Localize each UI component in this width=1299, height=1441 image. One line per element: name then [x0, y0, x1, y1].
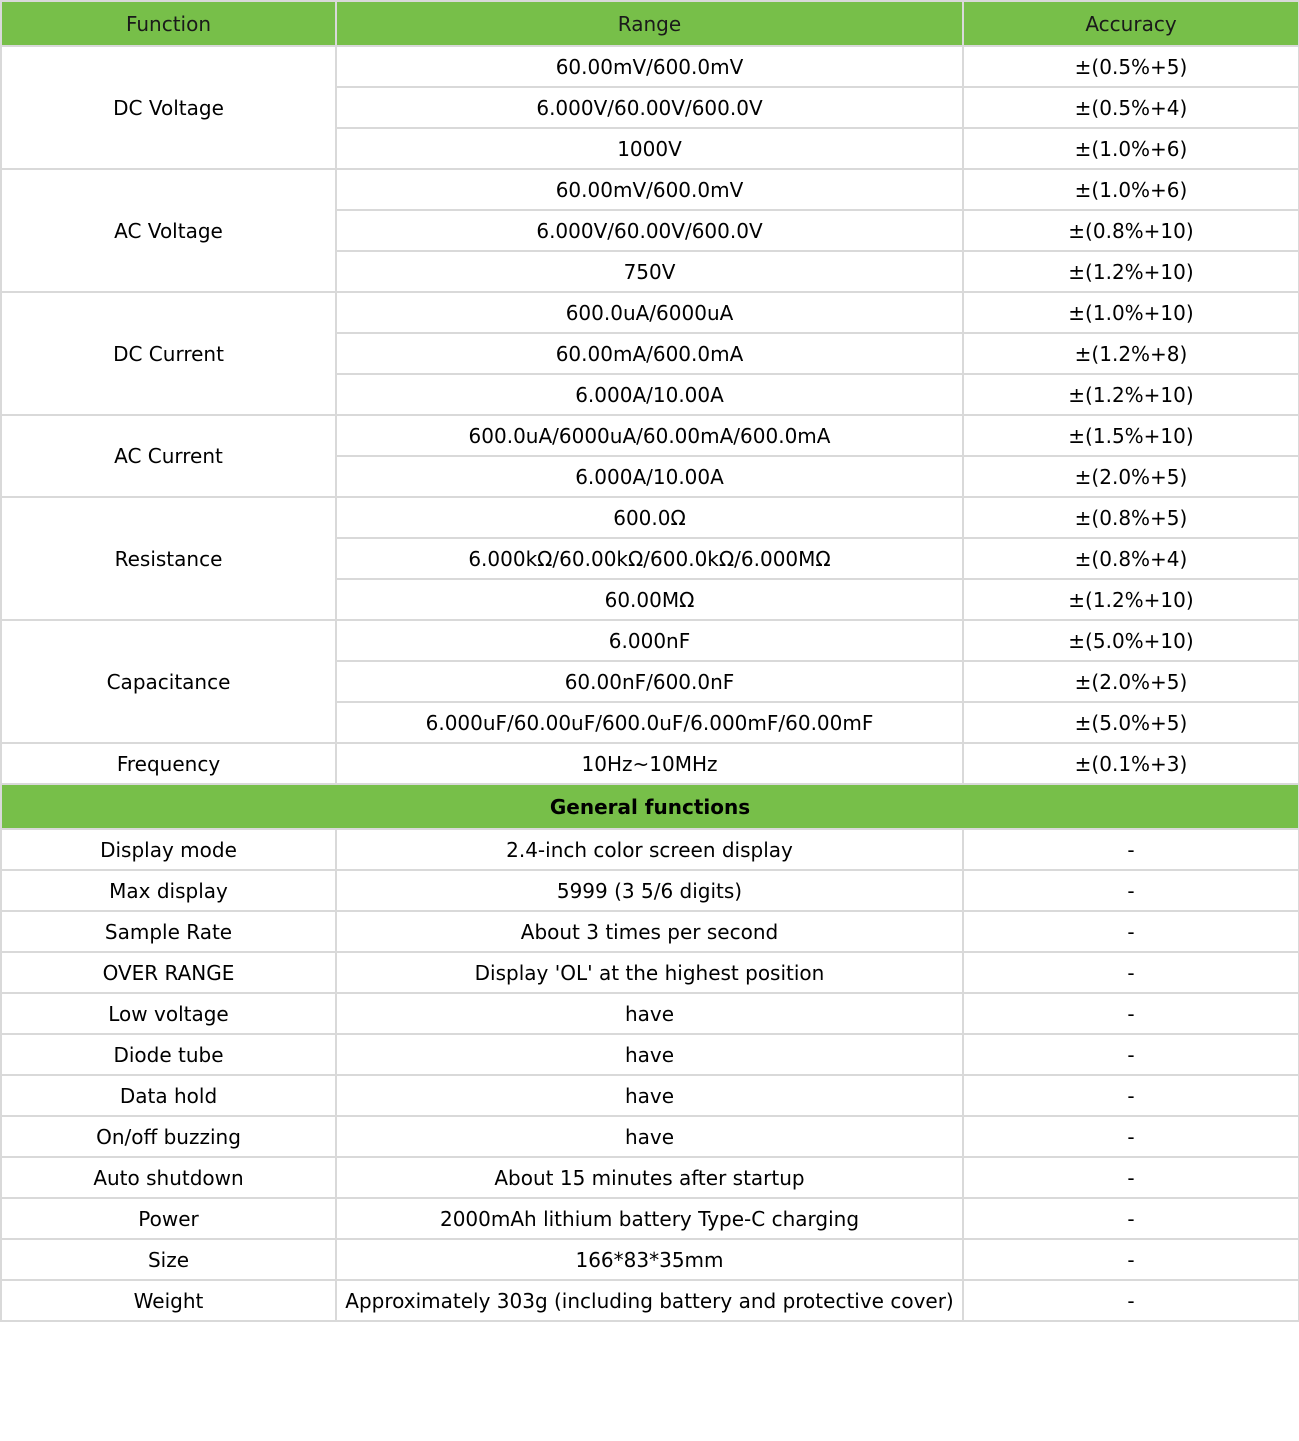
table-row: [1, 1034, 1299, 1075]
function-cell: Resistance: [1, 497, 336, 620]
table-row: [1, 743, 1299, 784]
accuracy-cell: ±(0.5%+4): [963, 87, 1299, 128]
accuracy-cell: ±(2.0%+5): [963, 456, 1299, 497]
table-row: [1, 952, 1299, 993]
accuracy-cell: -: [963, 1034, 1299, 1075]
accuracy-cell: ±(5.0%+10): [963, 620, 1299, 661]
accuracy-cell: -: [963, 911, 1299, 952]
range-cell: 600.0uA/6000uA: [336, 292, 963, 333]
range-cell: 10Hz~10MHz: [336, 743, 963, 784]
range-cell: have: [336, 1075, 963, 1116]
range-cell: 60.00nF/600.0nF: [336, 661, 963, 702]
range-cell: have: [336, 993, 963, 1034]
range-cell: Display 'OL' at the highest position: [336, 952, 963, 993]
table-row: [1, 1280, 1299, 1321]
table-row: [1, 870, 1299, 911]
function-cell: AC Current: [1, 415, 336, 497]
table-row: [1, 1116, 1299, 1157]
function-cell: Max display: [1, 870, 336, 911]
accuracy-cell: -: [963, 952, 1299, 993]
table-row: [1, 911, 1299, 952]
range-cell: 6.000A/10.00A: [336, 374, 963, 415]
accuracy-cell: -: [963, 1280, 1299, 1321]
table-row: [1, 620, 1299, 661]
accuracy-cell: -: [963, 1075, 1299, 1116]
function-cell: DC Current: [1, 292, 336, 415]
function-cell: OVER RANGE: [1, 952, 336, 993]
accuracy-cell: -: [963, 1198, 1299, 1239]
function-cell: Data hold: [1, 1075, 336, 1116]
range-cell: 600.0uA/6000uA/60.00mA/600.0mA: [336, 415, 963, 456]
table-row: [1, 829, 1299, 870]
function-cell: AC Voltage: [1, 169, 336, 292]
section-title: General functions: [1, 784, 1299, 829]
range-cell: 6.000V/60.00V/600.0V: [336, 87, 963, 128]
function-cell: Low voltage: [1, 993, 336, 1034]
table-row: [1, 1075, 1299, 1116]
range-cell: 2.4-inch color screen display: [336, 829, 963, 870]
function-cell: On/off buzzing: [1, 1116, 336, 1157]
function-cell: Weight: [1, 1280, 336, 1321]
function-cell: Size: [1, 1239, 336, 1280]
table-row: [1, 415, 1299, 456]
section-header-row: [1, 784, 1299, 829]
function-cell: Capacitance: [1, 620, 336, 743]
range-cell: 60.00MΩ: [336, 579, 963, 620]
range-cell: About 3 times per second: [336, 911, 963, 952]
accuracy-cell: ±(0.8%+4): [963, 538, 1299, 579]
range-cell: 600.0Ω: [336, 497, 963, 538]
range-cell: 60.00mA/600.0mA: [336, 333, 963, 374]
accuracy-cell: ±(1.2%+10): [963, 374, 1299, 415]
range-cell: 5999 (3 5/6 digits): [336, 870, 963, 911]
function-cell: Frequency: [1, 743, 336, 784]
range-cell: 750V: [336, 251, 963, 292]
function-cell: Diode tube: [1, 1034, 336, 1075]
range-cell: have: [336, 1116, 963, 1157]
function-cell: Power: [1, 1198, 336, 1239]
table-row: [1, 1239, 1299, 1280]
accuracy-cell: ±(0.5%+5): [963, 46, 1299, 87]
accuracy-cell: ±(1.5%+10): [963, 415, 1299, 456]
range-cell: have: [336, 1034, 963, 1075]
range-cell: 1000V: [336, 128, 963, 169]
accuracy-cell: ±(2.0%+5): [963, 661, 1299, 702]
function-cell: Sample Rate: [1, 911, 336, 952]
table-row: [1, 292, 1299, 333]
accuracy-cell: -: [963, 1239, 1299, 1280]
accuracy-cell: -: [963, 870, 1299, 911]
table-row: [1, 1157, 1299, 1198]
table-row: [1, 169, 1299, 210]
table-row: [1, 497, 1299, 538]
table-row: [1, 46, 1299, 87]
accuracy-cell: ±(1.0%+6): [963, 128, 1299, 169]
accuracy-cell: ±(1.2%+8): [963, 333, 1299, 374]
accuracy-cell: ±(0.8%+10): [963, 210, 1299, 251]
header-range: Range: [336, 1, 963, 46]
accuracy-cell: -: [963, 1116, 1299, 1157]
accuracy-cell: ±(1.2%+10): [963, 251, 1299, 292]
accuracy-cell: -: [963, 829, 1299, 870]
range-cell: About 15 minutes after startup: [336, 1157, 963, 1198]
table-body: [1, 46, 1299, 1321]
accuracy-cell: -: [963, 993, 1299, 1034]
function-cell: Auto shutdown: [1, 1157, 336, 1198]
accuracy-cell: ±(1.0%+6): [963, 169, 1299, 210]
accuracy-cell: ±(5.0%+5): [963, 702, 1299, 743]
range-cell: 60.00mV/600.0mV: [336, 46, 963, 87]
range-cell: 6.000nF: [336, 620, 963, 661]
function-cell: DC Voltage: [1, 46, 336, 169]
range-cell: 6.000uF/60.00uF/600.0uF/6.000mF/60.00mF: [336, 702, 963, 743]
range-cell: 2000mAh lithium battery Type-C charging: [336, 1198, 963, 1239]
function-cell: Display mode: [1, 829, 336, 870]
range-cell: 166*83*35mm: [336, 1239, 963, 1280]
accuracy-cell: ±(0.1%+3): [963, 743, 1299, 784]
range-cell: 60.00mV/600.0mV: [336, 169, 963, 210]
accuracy-cell: -: [963, 1157, 1299, 1198]
table-row: [1, 1198, 1299, 1239]
accuracy-cell: ±(1.0%+10): [963, 292, 1299, 333]
table-header: [1, 1, 1299, 46]
header-accuracy: Accuracy: [963, 1, 1299, 46]
table-row: [1, 993, 1299, 1034]
range-cell: 6.000A/10.00A: [336, 456, 963, 497]
accuracy-cell: ±(0.8%+5): [963, 497, 1299, 538]
header-row: [1, 1, 1299, 46]
range-cell: 6.000kΩ/60.00kΩ/600.0kΩ/6.000MΩ: [336, 538, 963, 579]
accuracy-cell: ±(1.2%+10): [963, 579, 1299, 620]
range-cell: 6.000V/60.00V/600.0V: [336, 210, 963, 251]
range-cell: Approximately 303g (including battery and protective cover): [336, 1280, 963, 1321]
header-function: Function: [1, 1, 336, 46]
